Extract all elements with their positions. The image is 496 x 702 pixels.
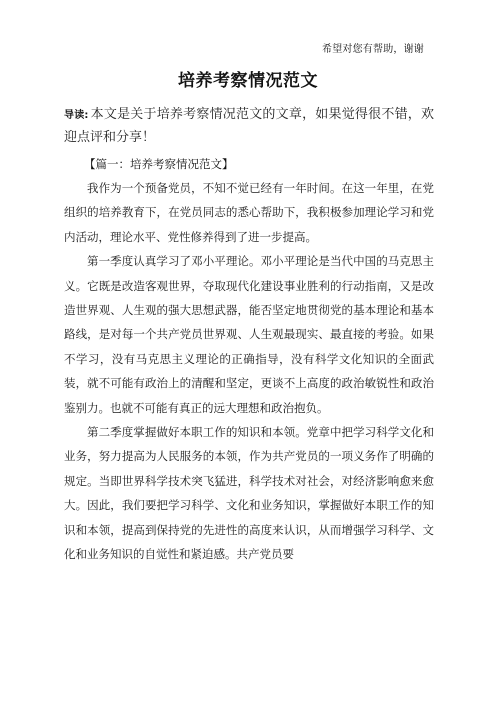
header-note: 希望对您有帮助，谢谢 <box>322 44 424 55</box>
document-body <box>64 104 434 567</box>
body-paragraph-1: 我作为一个预备党员，不知不觉已经有一年时间。在这一年里，在党组织的培养教育下，在党员同志的悉心帮助下，我积极参加理论学习和党内活动，理论水平、党性修养得到了进一步提高。 <box>64 181 434 244</box>
section-heading: 【篇一：培养考察情况范文】 <box>84 157 234 171</box>
guide-text: 本文是关于培养考察情况范文的文章，如果觉得很不错，欢迎点评和分享！ <box>64 107 434 145</box>
guide-paragraph <box>64 104 434 149</box>
guide-label: 导读: <box>64 110 89 121</box>
body-paragraph-2: 第一季度认真学习了邓小平理论。邓小平理论是当代中国的马克思主义。它既是改造客观世界，夺取现代化建设事业胜利的行动指南，又是改造世界观、人生观的强大思想武器，能否坚定地贯彻党的基本理论和基本路线，是对每一个共产党员世界观、人生观最现实、最直接的考验。如果不学习，没有马克思主义理论的正确指导，没有科学文化知识的全面武装，就不可能有政治上的清醒和坚定，更谈不上高度的政治敏锐性和政治鉴别力。也就不可能有真正的远大理想和政治抱负。 <box>64 254 434 415</box>
body-paragraph-3: 第二季度掌握做好本职工作的知识和本领。党章中把学习科学文化和业务，努力提高为人民服务的本领，作为共产党员的一项义务作了明确的规定。当即世界科学技术突飞猛进，科学技术对社会，对经济影响愈来愈大。因此，我们要把学习科学、文化和业务知识，掌握做好本职工作的知识和本领，提高到保持党的先进性的高度来认识，从而增强学习科学、文化和业务知识的自觉性和紧迫感。共产党员要 <box>64 425 434 562</box>
document-title: 培养考察情况范文 <box>178 71 318 91</box>
